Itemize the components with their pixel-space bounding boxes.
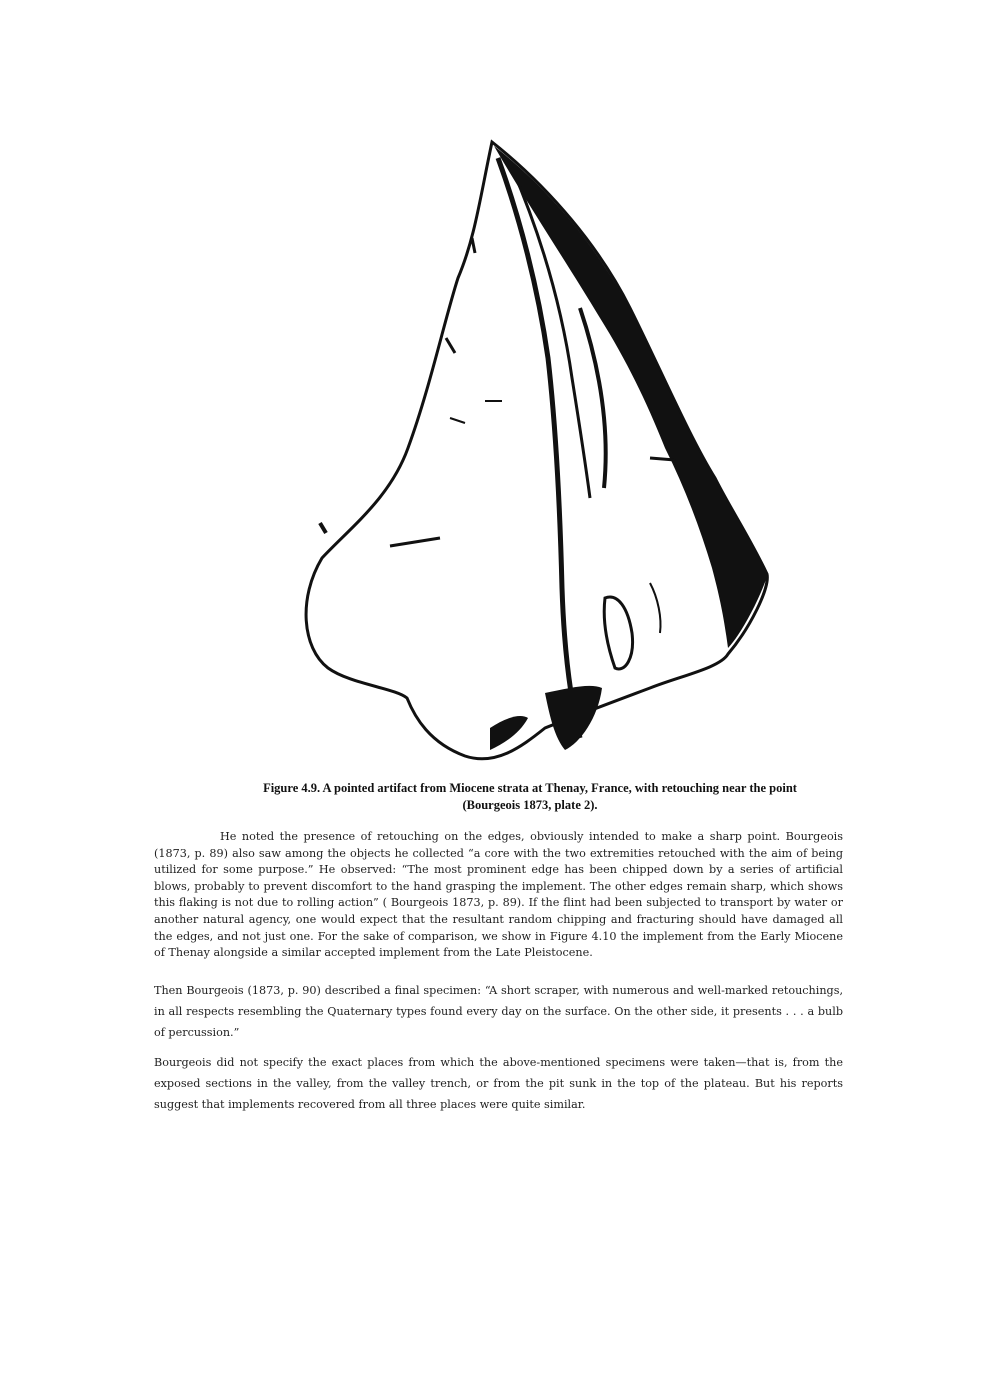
body-paragraph: Then Bourgeois (1873, p. 90) described a final specimen: “A short scraper, with numerous and well-marked retouchings, in all respects resembling the Quaternary types found every day on the surface. On the other side, it presents . . . a bulb of percussion.”	[154, 984, 843, 1039]
body-paragraph: Bourgeois did not specify the exact places from which the above-mentioned specimens were taken—that is, from the exposed sections in the valley, from the valley trench, or from the pit sunk in the top of the plateau. But his reports suggest that implements recovered from all three places were quite similar.	[154, 1056, 843, 1111]
caption-line-2: (Bourgeois 1873, plate 2).	[462, 798, 598, 812]
base-shading	[545, 686, 602, 750]
body-paragraph: He noted the presence of retouching on the edges, obviously intended to make a sharp point. Bourgeois (1873, p. 89) also saw among the objects he collected “a core with the two extremities retouched with the aim of being utilized for some purpose.” He observed: “The most prominent edge has been chipped down by a series of artificial blows, probably to prevent discomfort to the hand grasping the implement. The other edges remain sharp, which shows this flaking is not due to rolling action” ( Bourgeois 1873, p. 89). If the flint had been subjected to transport by water or another natural agency, one would expect that the resultant random chipping and fracturing should have damaged all the edges, and not just one. For the sake of comparison, we show in Figure 4.10 the implement from the Early Miocene of Thenay alongside a similar accepted implement from the Late Pleistocene.	[154, 830, 843, 960]
artifact-illustration	[280, 128, 800, 778]
flake-mark	[320, 523, 326, 533]
caption-line-1: Figure 4.9. A pointed artifact from Miocene strata at Thenay, France, with retouching near the point	[263, 781, 797, 795]
figure-caption	[180, 780, 880, 814]
flake-mark	[650, 458, 675, 460]
